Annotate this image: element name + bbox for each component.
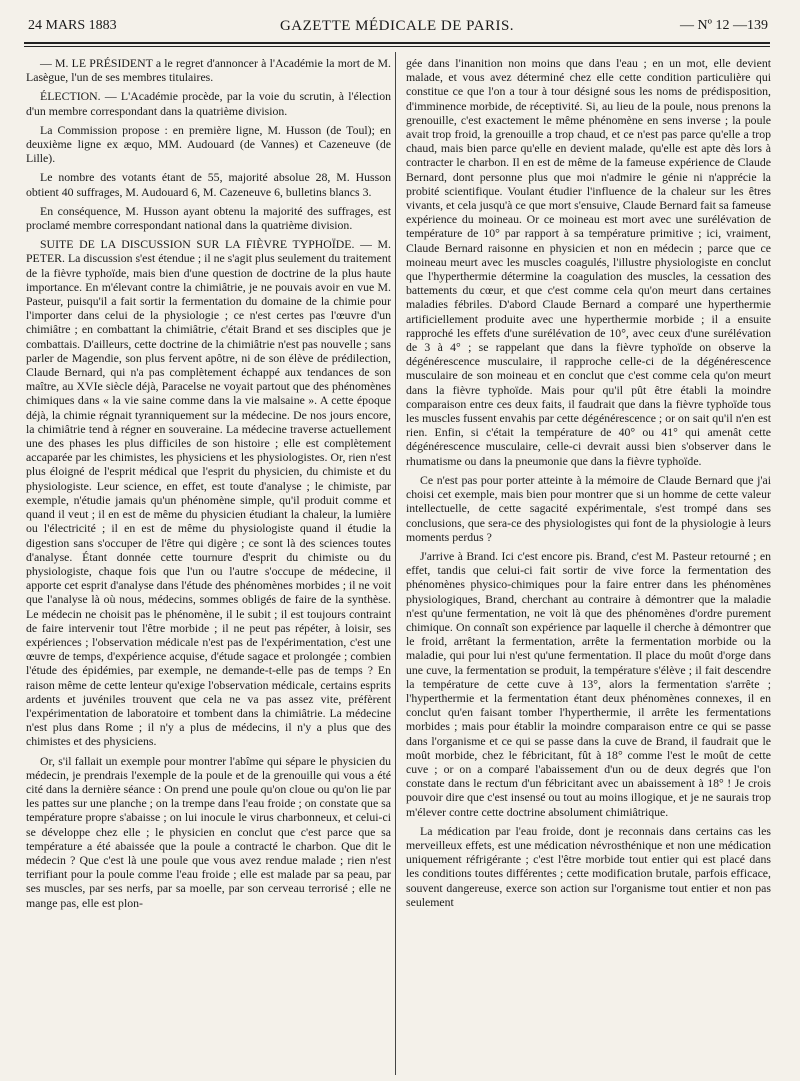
paragraph-brand: J'arrive à Brand. Ici c'est encore pis. Brand, c'est M. Pasteur retourné ; en effet, tandis que celui-ci fait sortir de vive force la fermentation des phénomènes physico-chimiques pour la faire entrer dans les phénomènes physiologiques, Brand, cherchant au contraire à démontrer que la maladie n'est qu'une fermentation, ne voit là que des phénomènes d'ordre purement chimique. On connaît son expérience par laquelle il cherche à démontrer que le froid, arrêtant la fermentation, arrête la fermentation morbide ou la maladie, qui pour lui n'est qu'une fermentation. Il place du moût d'orge dans une cuve, la fermentation se produit, la température s'élève ; il fait descendre la température de cette cuve à 13°, alors la fermentation s'arrête ; l'hyperthermie et la fermentation étant deux phénomènes connexes, il en conclut qu'en faisant tomber l'hyperthermie, il arrête les fermentations morbides ; mais pour établir la moindre comparaison entre ce qui se passe dans l'organisme et ce qui se passe dans la cuve de Brand, il faudrait que le moût morbide, chez le fébricitant, fût à 18° comme l'est le moût de cette cuve ; or on a comparé l'abaissement d'un ou de deux degrés que l'on constate dans le rectum d'un fébricitant avec un abaissement à 18° ! Je crois pouvoir dire que c'est insensé ou tout au moins illogique, et je ne saurais trop m'élever contre cette doctrine absolument chimiâtrique. (406, 548, 771, 819)
right-column (406, 56, 771, 1076)
paragraph-election (26, 89, 391, 117)
paragraph-commission: La Commission propose : en première ligne, M. Husson (de Toul); en deuxième ligne ex æquo, MM. Audouard (de Vannes) et Cazeneuve (de Lille). (26, 122, 391, 166)
paragraph-continuation: gée dans l'inanition non moins que dans l'eau ; en un mot, elle devient malade, et vous avez déterminé chez elle cette condition particulière qui constitue ce que l'on a tour à tour désigné sous les noms de prédisposition, d'imminence morbide, de réceptivité. Si, au lieu de la poule, nous prenons la grenouille, c'est exactement le même phénomène en sens inverse ; la poule avait trop froid, la grenouille a trop chaud, et ce n'est pas parce qu'elle a trop chaud, mais bien parce qu'elle en devient malade, qu'elle est apte dès lors à contracter le charbon. Il en est de même de la fameuse expérience de Claude Bernard, dont personne plus que moi n'admire le génie ni n'apprécie la probité scientifique. Voulant étudier l'influence de la chaleur sur les êtres vivants, et cela jusqu'à ce que mort s'ensuive, Claude Bernard fait sa fameuse expérience du moineau. Or ce moineau est mort avec une surélévation de température de 10° par rapport à sa température primitive ; ici, vraiment, Claude Bernard raisonne en physicien et non en médecin ; parce que ce moineau meurt avec les muscles coagulés, l'illustre physiologiste en conclut que l'hyperthermie détermine la coagulation des muscles, la cessation des battements du cœur, et que c'est comme cela qu'on meurt dans certaines maladies fébriles. D'abord Claude Bernard a comparé une hyperthermie artificiellement produite avec une hyperthermie morbide ; il a ensuite rapproché les effets d'une surélévation de 10°, avec ceux d'une surélévation de 3 à 4° ; se rappelant que dans la fièvre typhoïde on observe la dégénérescence musculaire, il rapproche celle-ci de la dégénérescence musculaire de son moineau et en conclut que c'est comme cela qu'on meurt dans la fièvre typhoïde. Mais pour qu'il pût être établi la moindre comparaison entre ces deux faits, il faudrait que dans la fièvre typhoïde tous les muscles fussent envahis par cette dégénérescence ; or on sait qu'il n'en est rien. Enfin, si c'était la température de 40° ou 41° qui amenât cette dégénérescence musculaire, celle-ci devrait aussi bien s'observer dans le rhumatisme ou dans la pneumonie que dans la fièvre typhoïde. (406, 56, 771, 468)
left-column (26, 56, 391, 1076)
header-rule-thin (24, 46, 770, 47)
paragraph-medication: La médication par l'eau froide, dont je reconnais dans certains cas les merveilleux effets, est une médication névrosthénique et non une médication uniquement réfrigérante ; c'est l'être morbide tout entier qui est placé dans les conditions toutes différentes ; cette modification brutale, parfois efficace, souvent dangereuse, exerce son action sur l'organisme tout entier et non pas seulement (406, 823, 771, 909)
paragraph-president: — M. LE PRÉSIDENT a le regret d'annoncer à l'Académie la mort de M. Lasègue, l'un de ses membres titulaires. (26, 56, 391, 85)
page-header (24, 12, 770, 40)
discussion-text: La discussion s'est étendue ; il ne s'agit plus seulement du traitement de la fièvre typhoïde, mais bien d'une question de doctrine de la plus haute importance. En m'élevant contre la chimiâtrie, je ne pouvais avoir en vue M. Pasteur, puisqu'il a fait sortir la fermentation du domaine de la chimie pour l'importer dans celui de la physiologie ; ce n'est certes pas l'œuvre d'un chimiâtre ; en combattant la chimiâtrie, c'était Brand et ses disciples que je combattais. D'ailleurs, cette doctrine de la chimiâtrie n'est pas nouvelle ; sans parler de Magendie, son plus fervent apôtre, ni de son élève de prédilection, Claude Bernard, qui n'a pas complètement échappé aux tendances de son maître, au XVIe siècle déjà, Paracelse ne voyait partout que des phénomènes chimiques dans « la vie saine comme dans la vie malsaine ». A cette époque déjà, la chimie régnait tyranniquement sur la médecine. De nos jours encore, la chimiâtrie tend à régner en souveraine. La médecine traverse actuellement une des phases les plus difficiles de son histoire ; elle est complètement accaparée par les chimistes, les physiciens et les physiologistes. Or, rien n'est plus éloigné de l'esprit médical que l'esprit du physicien, du chimiste et du physiologiste. Leur science, en effet, est toute d'analyse ; le chimiste, par exemple, n'étudie jamais qu'un phénomène simple, qu'il produit comme et quand il veut ; il en est de même du physicien étudiant la chaleur, la lumière ou l'électricité ; il en est de même du physiologiste quand il étudie la digestion sans s'occuper de l'être qui digère ; ce sont là des sciences toutes d'analyse. Étant donnée cette tournure d'esprit du chimiste ou du physiologiste, chaque fois que l'un ou l'autre s'occupe de médecine, il apporte cet esprit d'analyse dans l'étude des phénomènes morbides ; il ne voit que l'analyse là où nous, médecins, sommes obligés de faire de la synthèse. Le médecin ne choisit pas le phénomène, il le subit ; il est toujours contraint de faire intervenir tout l'être morbide ; il ne peut pas répéter, à loisir, ses expériences ; l'observation médicale n'est pas de l'expérimentation, c'est une œuvre de temps, d'expérience acquise, d'étude sagace et prolongée ; combien l'étude des épidémies, par exemple, ne demande-t-elle pas de temps ? En raison même de cette lenteur qu'exige l'observation médicale, certains esprits ardents et juvéniles trouvent que cela ne va pas assez vite, préfèrent l'expérimentation de laboratoire et tombent dans la chimiâtrie. La médecine n'est plus dans Rome ; il n'y a plus de médecins, il n'y a plus que des chimistes et des physiciens. (26, 251, 391, 749)
discussion-heading: SUITE DE LA DISCUSSION SUR LA FIÈVRE TYPHOÏDE. — M. PETER. (26, 237, 391, 266)
paragraph-votes: Le nombre des votants étant de 55, majorité absolue 28, M. Husson obtient 40 suffrages, M. Audouard 6, M. Cazeneuve 6, bulletins blancs 3. (26, 170, 391, 199)
column-divider (395, 52, 396, 1075)
page-number: — Nº 12 —139 (680, 18, 768, 33)
header-rule (24, 42, 770, 44)
paragraph-claude-bernard: Ce n'est pas pour porter atteinte à la mémoire de Claude Bernard que j'ai choisi cet exemple, mais bien pour montrer que si un homme de cette valeur intellectuelle, de cette sagacité expérimentale, s'est trompé dans ses conclusions, que sera-ce des physiologistes qui font de la physiologie à leurs moments perdus ? (406, 472, 771, 544)
header-date: 24 MARS 1883 (28, 18, 117, 33)
paragraph-consequence: En conséquence, M. Husson ayant obtenu la majorité des suffrages, est proclamé membre correspondant national dans la quatrième division. (26, 203, 391, 233)
journal-title: GAZETTE MÉDICALE DE PARIS. (279, 18, 515, 34)
paragraph-example-poule: Or, s'il fallait un exemple pour montrer l'abîme qui sépare le physicien du médecin, je prendrais l'exemple de la poule et de la grenouille qui vous a été cité dans la dernière séance : On prend une poule qu'on cloue ou qu'on lie par les pattes sur une planche ; on la trempe dans l'eau froide ; on constate que sa température propre s'abaisse ; on lui inocule le virus charbonneux, et celui-ci se développe chez elle ; le physicien en conclut que c'est parce que sa température a été abaissée que la poule a contracté le charbon. Que dit le médecin ? Que c'est là une poule que vous avez rendue malade ; rien n'est terrifiant pour la poule comme l'eau froide ; elle est malade par sa peau, par ses muscles, par ses nerfs, par sa moelle, par son cerveau terrorisé ; elle ne mange pas, elle est plon- (26, 753, 391, 910)
election-heading: ÉLECTION. (40, 89, 101, 104)
election-text: — L'Académie procède, par la voie du scrutin, à l'élection d'un membre correspondant dans la quatrième division. (26, 89, 391, 118)
paragraph-discussion (26, 237, 391, 748)
